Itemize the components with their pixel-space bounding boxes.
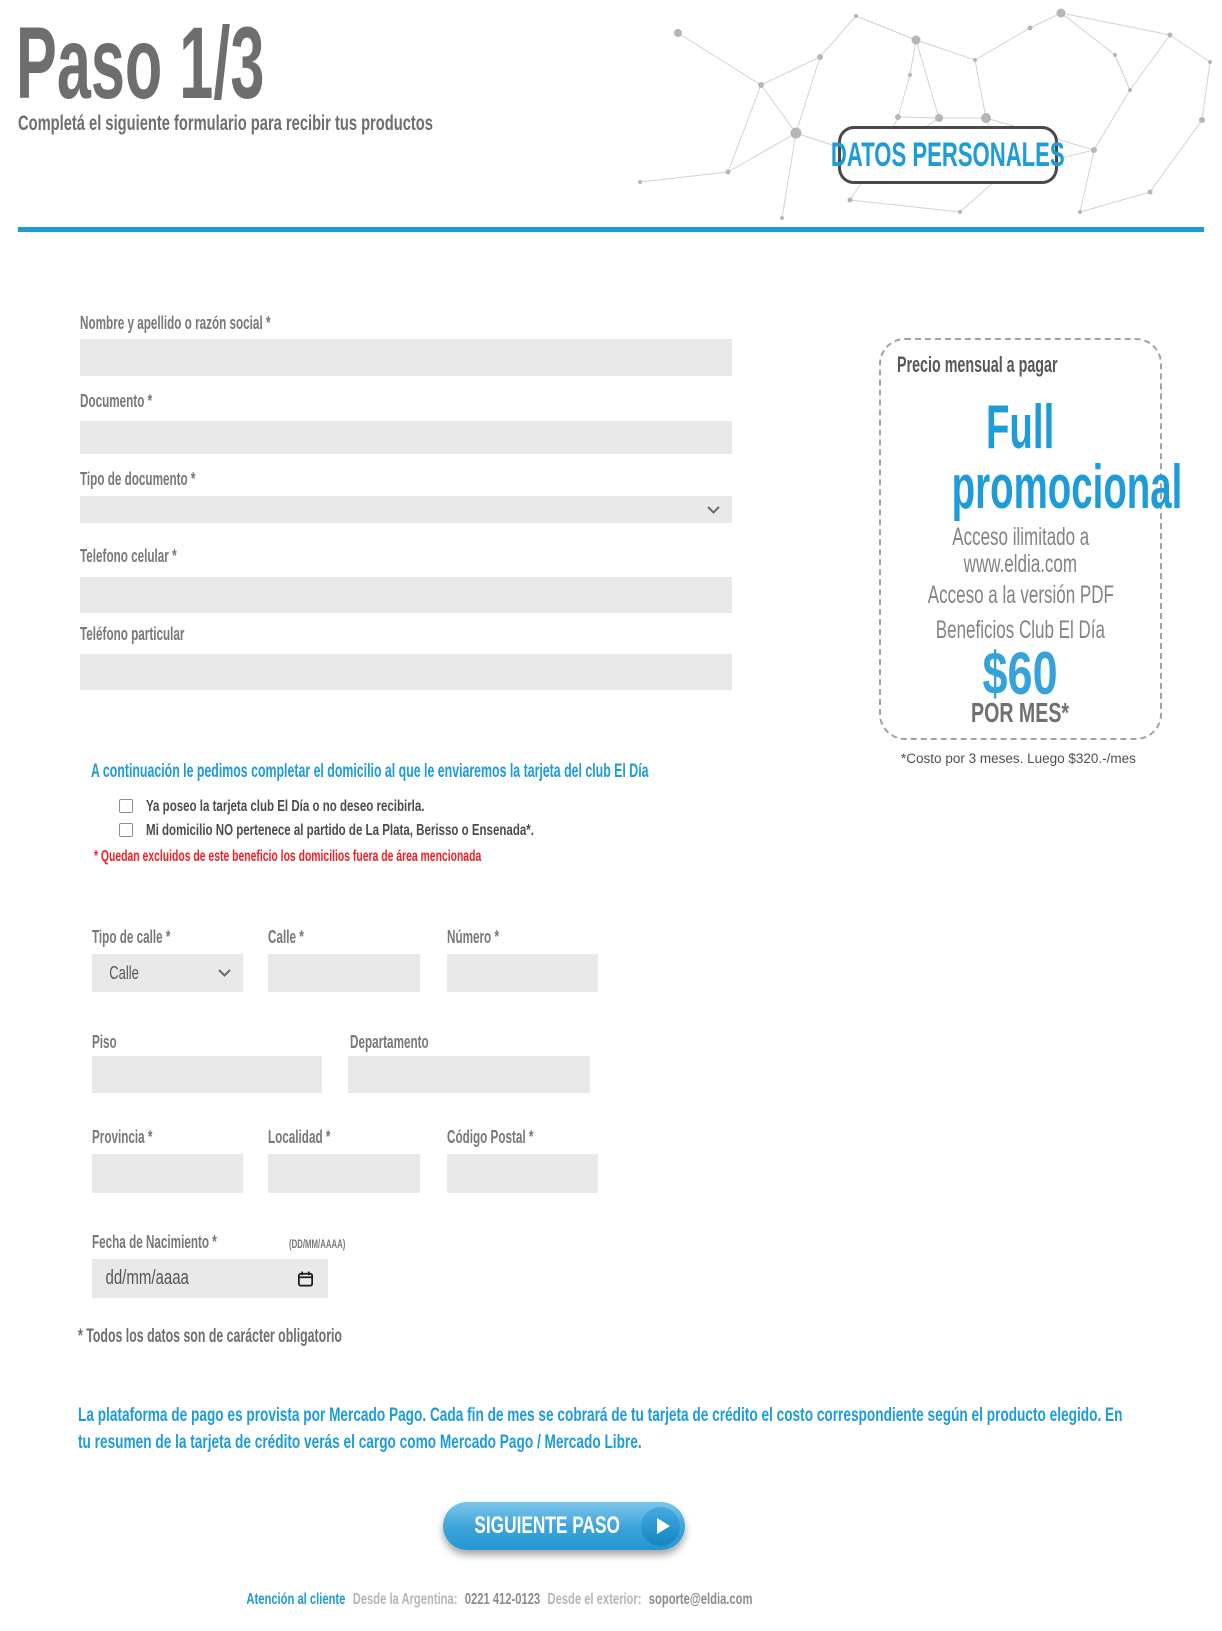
- chevron-down-icon: [218, 969, 231, 977]
- siguiente-paso-label: SIGUIENTE PASO: [474, 1512, 620, 1539]
- address-section-intro: A continuación le pedimos completar el domicilio al que le enviaremos la tarjeta del club El Día: [91, 761, 649, 782]
- telefono-particular-input[interactable]: [80, 654, 732, 690]
- plan-benefit-web-access-line1: Acceso ilimitado a: [951, 523, 1089, 551]
- tipo-documento-select[interactable]: [80, 496, 732, 523]
- footer-email: soporte@eldia.com: [648, 1591, 753, 1608]
- plan-benefit-club: Beneficios Club El Día: [935, 616, 1106, 644]
- footer-from-abroad-label: Desde el exterior:: [547, 1591, 642, 1608]
- plan-benefit-pdf: Acceso a la versión PDF: [927, 581, 1114, 609]
- checkbox-ya-poseo-tarjeta-label: Ya poseo la tarjeta club El Día o no deseo recibirla.: [146, 798, 425, 815]
- piso-input[interactable]: [92, 1056, 322, 1093]
- plan-price-period: POR MES*: [971, 697, 1070, 728]
- fecha-nacimiento-placeholder: dd/mm/aaaa: [105, 1267, 189, 1289]
- label-tipo-documento: Tipo de documento *: [80, 469, 196, 489]
- codigo-postal-input[interactable]: [447, 1154, 598, 1193]
- required-fields-note: * Todos los datos son de carácter obligatorio: [78, 1326, 342, 1347]
- price-footnote: *Costo por 3 meses. Luego $320.-/mes: [901, 751, 1136, 766]
- numero-input[interactable]: [447, 954, 598, 992]
- label-telefono-celular: Telefono celular *: [80, 546, 177, 566]
- fecha-nacimiento-format-hint: (DD/MM/AAAA): [289, 1237, 346, 1251]
- price-box-heading: Precio mensual a pagar: [897, 352, 1058, 377]
- checkbox-domicilio-fuera-partido-label: Mi domicilio NO pertenece al partido de La Plata, Berisso o Ensenada*.: [146, 822, 534, 839]
- header-divider: [18, 227, 1204, 232]
- label-fecha-nacimiento: Fecha de Nacimiento * (DD/MM/AAAA): [92, 1232, 346, 1252]
- footer-phone: 0221 412-0123: [464, 1591, 540, 1608]
- label-calle: Calle *: [268, 927, 304, 947]
- section-badge-label: DATOS PERSONALES: [831, 135, 1065, 174]
- checkbox-ya-poseo-tarjeta[interactable]: [119, 799, 133, 813]
- label-localidad: Localidad *: [268, 1127, 331, 1147]
- nombre-input[interactable]: [80, 339, 732, 376]
- label-codigo-postal: Código Postal *: [447, 1127, 534, 1147]
- label-nombre: Nombre y apellido o razón social *: [80, 313, 271, 333]
- payment-platform-note: La plataforma de pago es provista por Mercado Pago. Cada fin de mes se cobrará de tu tarjeta de crédito el costo correspondiente según el producto elegido. En tu resumen de la tarjeta de crédito verás el cargo como Mercado Pago / Mercado Libre.: [78, 1404, 1123, 1453]
- label-documento: Documento *: [80, 391, 153, 411]
- label-tipo-de-calle: Tipo de calle *: [92, 927, 171, 947]
- plan-name-line1: Full: [986, 393, 1055, 462]
- plan-benefit-web-access-line2: www.eldia.com: [963, 550, 1078, 578]
- departamento-input[interactable]: [348, 1056, 590, 1093]
- customer-support-footer: [0, 1591, 998, 1609]
- siguiente-paso-button[interactable]: [443, 1502, 685, 1550]
- checkbox-domicilio-fuera-partido[interactable]: [119, 823, 133, 837]
- footer-from-argentina-label: Desde la Argentina:: [352, 1591, 458, 1608]
- label-piso: Piso: [92, 1032, 117, 1052]
- section-badge-datos-personales: [831, 126, 1065, 184]
- chevron-down-icon: [707, 506, 720, 514]
- tipo-de-calle-select[interactable]: [92, 954, 243, 992]
- localidad-input[interactable]: [268, 1154, 420, 1193]
- label-departamento: Departamento: [350, 1032, 429, 1052]
- label-provincia: Provincia *: [92, 1127, 153, 1147]
- page-title: Paso 1/3: [16, 6, 265, 120]
- label-numero: Número *: [447, 927, 500, 947]
- calendar-icon[interactable]: [296, 1269, 315, 1288]
- footer-support-label: Atención al cliente: [245, 1591, 345, 1608]
- calle-input[interactable]: [268, 954, 420, 992]
- network-decoration-graphic: [610, 0, 1222, 232]
- documento-input[interactable]: [80, 421, 732, 454]
- label-telefono-particular: Teléfono particular: [80, 624, 185, 644]
- provincia-input[interactable]: [92, 1154, 243, 1193]
- plan-price: $60: [982, 640, 1059, 707]
- price-summary-box: [879, 338, 1183, 740]
- plan-name-line2: promocional: [951, 453, 1183, 522]
- tipo-de-calle-selected-value: Calle: [109, 962, 139, 983]
- page-subtitle: Completá el siguiente formulario para recibir tus productos: [18, 112, 433, 135]
- telefono-celular-input[interactable]: [80, 577, 732, 613]
- play-arrow-icon: [641, 1507, 680, 1546]
- fecha-nacimiento-date-input[interactable]: [92, 1259, 328, 1298]
- exclusion-warning-text: * Quedan excluidos de este beneficio los domicilios fuera de área mencionada: [94, 848, 482, 865]
